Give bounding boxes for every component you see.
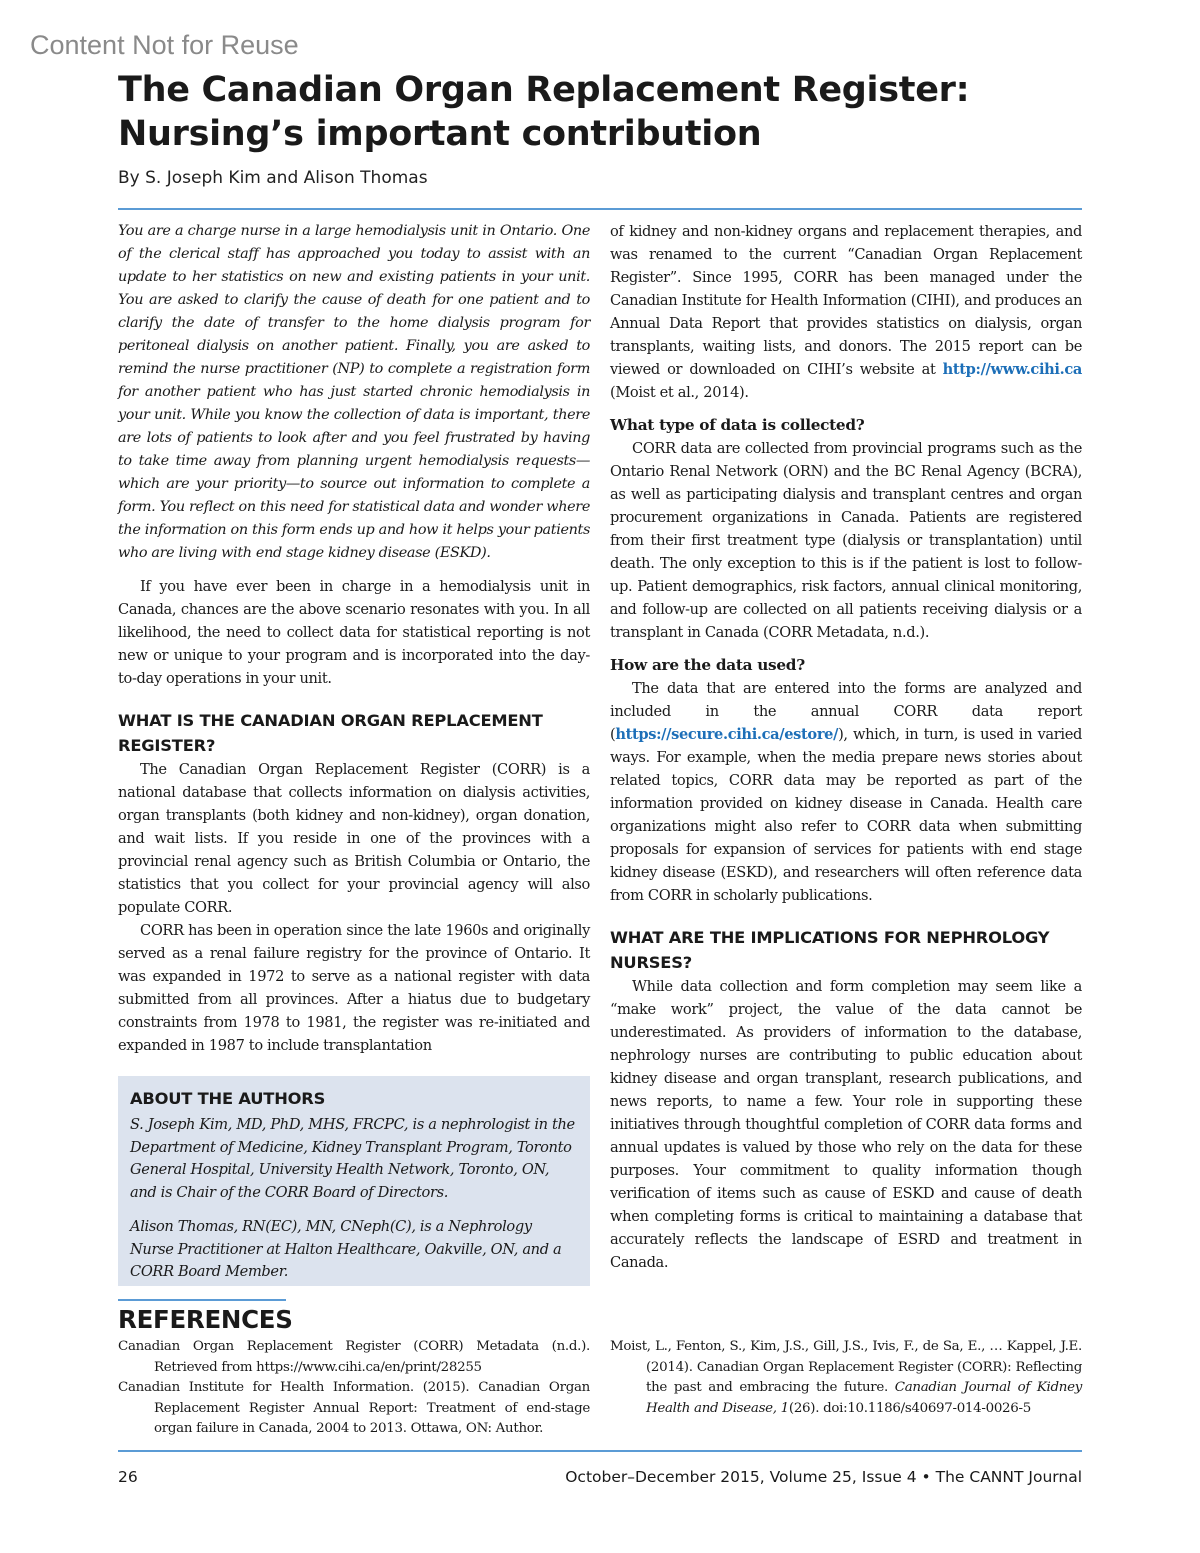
paragraph <box>610 220 1082 404</box>
references-divider <box>118 1299 286 1301</box>
section-heading: WHAT ARE THE IMPLICATIONS FOR NEPHROLOGY NURSES? <box>610 928 1050 972</box>
paragraph-text: of kidney and non-kidney organs and replacement therapies, and was renamed to the current “Canadian Organ Replacement Register”. Since 1995, CORR has been managed under the Canadian Institute for Health Information (CIHI), and produces an Annual Data Report that provides statistics on dialysis, organ transplants, waiting lists, and donors. The 2015 report can be viewed or downloaded on CIHI’s website at <box>610 223 1082 378</box>
paragraph: While data collection and form completion may seem like a “make work” project, the value of the data cannot be underestimated. As providers of information to the database, nephrology nurses are contributing to public education about kidney disease and organ transplant, research publications, and news reports, to name a few. Your role in supporting these initiatives through thoughtful completion of CORR data forms and annual updates is valued by those who rely on the data for these purposes. Your commitment to quality information though verification of items such as cause of ESKD and cause of death when completing forms is critical to maintaining a database that accurately reflects the landscape of ESRD and treatment in Canada. <box>610 978 1082 1271</box>
paragraph: CORR has been in operation since the late 1960s and originally served as a renal failure registry for the province of Ontario. It was expanded in 1972 to serve as a national register with data submitted from all provinces. After a hiatus due to budgetary constraints from 1978 to 1981, the register was re-initiated and expanded in 1987 to include transplantation <box>118 922 590 1054</box>
references-left <box>118 1337 590 1440</box>
references-right <box>610 1337 1082 1419</box>
paragraph <box>610 677 1082 907</box>
journal-info: October–December 2015, Volume 25, Issue 4 • The CANNT Journal <box>565 1468 1082 1486</box>
paragraph: CORR data are collected from provincial programs such as the Ontario Renal Network (ORN) and the BC Renal Agency (BCRA), as well as participating dialysis and transplant centres and organ procurement organizations in Canada. Patients are registered from their first treatment type (dialysis or transplantation) until death. The only exception to this is if the patient is lost to follow-up. Patient demographics, risk factors, annual clinical monitoring, and follow-up are collected on all patients receiving dialysis or a transplant in Canada (CORR Metadata, n.d.). <box>610 440 1082 641</box>
footer-divider <box>118 1450 1082 1452</box>
estore-link[interactable]: https://secure.cihi.ca/estore/ <box>615 726 839 743</box>
references-heading: REFERENCES <box>118 1305 293 1334</box>
section-heading: WHAT IS THE CANADIAN ORGAN REPLACEMENT REGISTER? <box>118 711 543 755</box>
article-title <box>118 68 1078 156</box>
right-column <box>610 220 1082 1274</box>
reference-item: Canadian Institute for Health Information. (2015). Canadian Organ Replacement Register Annual Report: Treatment of end-stage organ failure in Canada, 2004 to 2013. Ottawa, ON: Author. <box>118 1380 590 1436</box>
author-bio: S. Joseph Kim, MD, PhD, MHS, FRCPC, is a nephrologist in the Department of Medicine, Kidney Transplant Program, Toronto General Hospital, University Health Network, Toronto, ON, and is Chair of the CORR Board of Directors. <box>130 1116 575 1201</box>
paragraph-text: ), which, in turn, is used in varied ways. For example, when the media prepare news stories about related topics, CORR data may be reported as part of the information provided on kidney disease in Canada. Health care organizations might also refer to CORR data when submitting proposals for expansion of services for patients with end stage kidney disease (ESKD), and researchers will often reference data from CORR in scholarly publications. <box>610 726 1082 904</box>
paragraph-text: (Moist et al., 2014). <box>610 384 749 401</box>
left-column <box>118 220 590 1057</box>
title-line-2: Nursing’s important contribution <box>118 114 762 154</box>
title-line-1: The Canadian Organ Replacement Register: <box>118 70 970 110</box>
byline: By S. Joseph Kim and Alison Thomas <box>118 168 428 188</box>
reference-item <box>610 1337 1082 1419</box>
intro-scenario: You are a charge nurse in a large hemodialysis unit in Ontario. One of the clerical staff has approached you today to assist with an update to her statistics on new and existing patients in your unit. You are asked to clarify the cause of death for one patient and to clarify the date of transfer to the home dialysis program for peritoneal dialysis on another patient. Finally, you are asked to remind the nurse practitioner (NP) to complete a registration form for another patient who has just started chronic hemodialysis in your unit. While you know the collection of data is important, there are lots of patients to look after and you feel frustrated by having to take time away from planning urgent hemodialysis requests—which are your priority—to source out information to complete a form. You reflect on this need for statistical data and wonder where the information on this form ends up and how it helps your patients who are living with end stage kidney disease (ESKD). <box>118 223 590 561</box>
paragraph: If you have ever been in charge in a hemodialysis unit in Canada, chances are the above scenario resonates with you. In all likelihood, the need to collect data for statistical reporting is not new or unique to your program and is incorporated into the day-to-day operations in your unit. <box>118 578 590 687</box>
about-authors-box <box>118 1076 590 1286</box>
cihi-website-link[interactable]: http://www.cihi.ca <box>942 361 1082 378</box>
subsection-heading: What type of data is collected? <box>610 416 865 434</box>
reference-journal: Canadian Journal of Kidney Health and Disease, 1 <box>646 1380 1082 1416</box>
page-number: 26 <box>118 1468 138 1486</box>
reference-text: (26). doi:10.1186/s40697-014-0026-5 <box>788 1400 1031 1416</box>
header-divider <box>118 208 1082 210</box>
paragraph: The Canadian Organ Replacement Register (CORR) is a national database that collects information on dialysis activities, organ transplants (both kidney and non-kidney), organ donation, and wait lists. If you reside in one of the provinces with a provincial renal agency such as British Columbia or Ontario, the statistics that you collect for your provincial agency will also populate CORR. <box>118 761 590 916</box>
paragraph-text: The data that are entered into the forms are analyzed and included in the annual CORR data report ( <box>610 680 1082 743</box>
subsection-heading: How are the data used? <box>610 656 805 674</box>
watermark: Content Not for Reuse <box>30 30 299 60</box>
about-authors-heading: ABOUT THE AUTHORS <box>130 1089 326 1108</box>
reference-item: Canadian Organ Replacement Register (CORR) Metadata (n.d.). Retrieved from https://www.cihi.ca/en/print/28255 <box>118 1339 590 1375</box>
reference-text: Moist, L., Fenton, S., Kim, J.S., Gill, J.S., Ivis, F., de Sa, E., … Kappel, J.E. (2014). Canadian Organ Replacement Register (CORR): Reflecting the past and embracing the future. <box>610 1339 1082 1395</box>
author-bio: Alison Thomas, RN(EC), MN, CNeph(C), is a Nephrology Nurse Practitioner at Halton Healthcare, Oakville, ON, and a CORR Board Member. <box>130 1218 562 1280</box>
